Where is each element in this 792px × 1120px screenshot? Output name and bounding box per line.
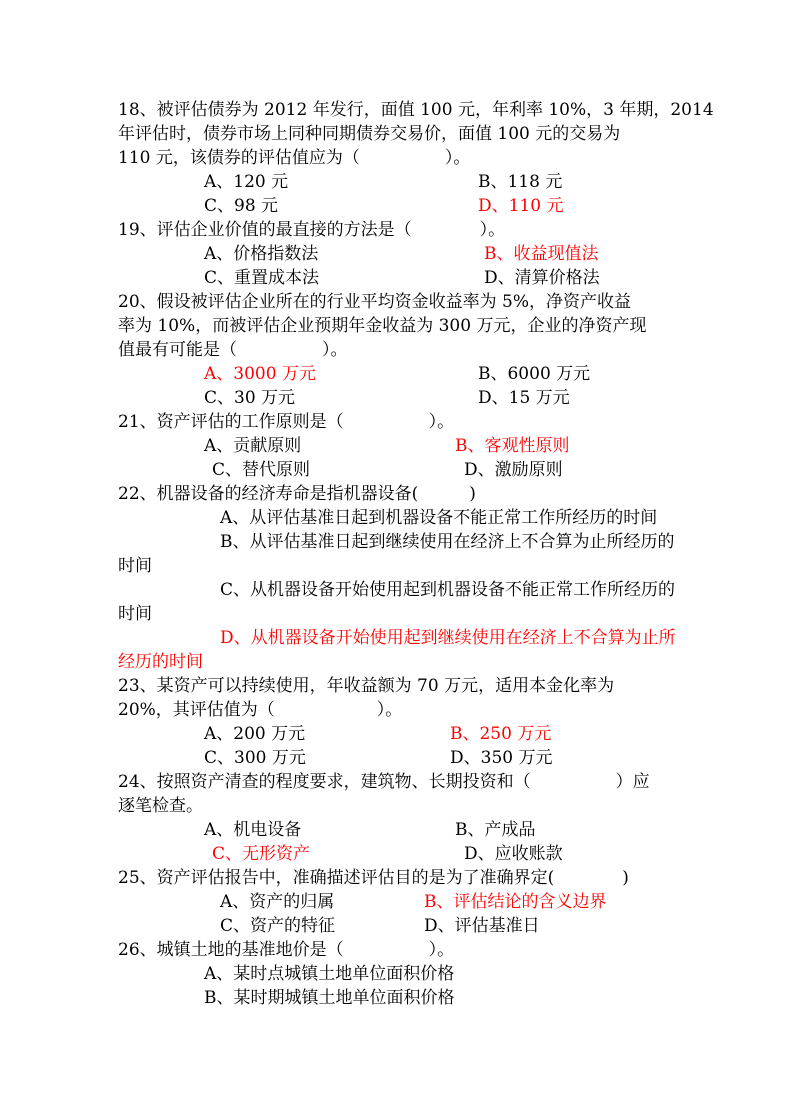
q18-option-d-answer: D、110 元 (478, 196, 564, 216)
q22-option-d-answer: D、从机器设备开始使用起到继续使用在经济上不合算为止所 (220, 628, 676, 648)
q23-option-b-answer: B、250 万元 (450, 724, 552, 744)
q26-option-a: A、某时点城镇土地单位面积价格 (204, 964, 455, 984)
q26-option-b: B、某时期城镇土地单位面积价格 (204, 988, 455, 1008)
q20-option-c: C、30 万元 (204, 388, 296, 408)
q18-option-a: A、120 元 (204, 172, 289, 192)
q22-option-b: B、从评估基准日起到继续使用在经济上不合算为止所经历的 (220, 532, 675, 552)
q22-stem-line: 22、机器设备的经济寿命是指机器设备( ) (118, 484, 476, 504)
q21-stem-line: 21、资产评估的工作原则是（ ）。 (118, 412, 455, 432)
q25-stem-line: 25、资产评估报告中，准确描述评估目的是为了准确界定( ) (118, 868, 629, 888)
q19-option-a: A、价格指数法 (204, 244, 319, 264)
q23-option-d: D、350 万元 (450, 748, 553, 768)
q24-option-d: D、应收账款 (464, 844, 563, 864)
q21-option-c: C、替代原则 (212, 460, 311, 480)
q23-stem-line: 20%，其评估值为（ ）。 (118, 700, 403, 720)
q24-stem-line: 逐笔检查。 (118, 796, 203, 816)
q26-stem-line: 26、城镇土地的基准地价是（ ）。 (118, 940, 455, 960)
q22-option-c-wrap: 时间 (118, 604, 152, 624)
q18-option-c: C、98 元 (204, 196, 279, 216)
q22-option-b-wrap: 时间 (118, 556, 152, 576)
q20-option-a-answer: A、3000 万元 (204, 364, 316, 384)
q23-option-c: C、300 万元 (204, 748, 306, 768)
q24-option-b: B、产成品 (455, 820, 536, 840)
q25-option-b-answer: B、评估结论的含义边界 (424, 892, 607, 912)
q19-stem-line: 19、评估企业价值的最直接的方法是（ ）。 (118, 220, 506, 240)
q18-option-b: B、118 元 (478, 172, 563, 192)
q25-option-a: A、资产的归属 (220, 892, 335, 912)
q19-option-d: D、清算价格法 (484, 268, 600, 288)
q23-stem-line: 23、某资产可以持续使用，年收益额为 70 万元，适用本金化率为 (118, 676, 615, 696)
q19-option-b-answer: B、收益现值法 (484, 244, 599, 264)
q20-stem-line: 率为 10%，而被评估企业预期年金收益为 300 万元，企业的净资产现 (118, 316, 647, 336)
q18-stem-line: 110 元，该债券的评估值应为（ ）。 (118, 148, 471, 168)
q23-option-a: A、200 万元 (204, 724, 306, 744)
q22-option-d-answer-wrap: 经历的时间 (118, 652, 203, 672)
q20-stem-line: 值最有可能是（ ）。 (118, 340, 348, 360)
q24-stem-line: 24、按照资产清查的程度要求，建筑物、长期投资和（ ）应 (118, 772, 650, 792)
q19-option-c: C、重置成本法 (204, 268, 320, 288)
q18-stem-line: 18、被评估债券为 2012 年发行，面值 100 元，年利率 10%，3 年期，2014 (118, 100, 714, 120)
q22-option-c: C、从机器设备开始使用起到机器设备不能正常工作所经历的 (220, 580, 676, 600)
q21-option-a: A、贡献原则 (204, 436, 302, 456)
q18-stem-line: 年评估时，债券市场上同种同期债券交易价，面值 100 元的交易为 (118, 124, 621, 144)
q21-option-d: D、激励原则 (464, 460, 563, 480)
q24-option-a: A、机电设备 (204, 820, 302, 840)
q22-option-a: A、从评估基准日起到机器设备不能正常工作所经历的时间 (220, 508, 658, 528)
q21-option-b-answer: B、客观性原则 (455, 436, 570, 456)
q20-option-d: D、15 万元 (478, 388, 570, 408)
q25-option-c: C、资产的特征 (220, 916, 336, 936)
q24-option-c-answer: C、无形资产 (212, 844, 311, 864)
q20-option-b: B、6000 万元 (478, 364, 591, 384)
q25-option-d: D、评估基准日 (424, 916, 540, 936)
q20-stem-line: 20、假设被评估企业所在的行业平均资金收益率为 5%，净资产收益 (118, 292, 632, 312)
